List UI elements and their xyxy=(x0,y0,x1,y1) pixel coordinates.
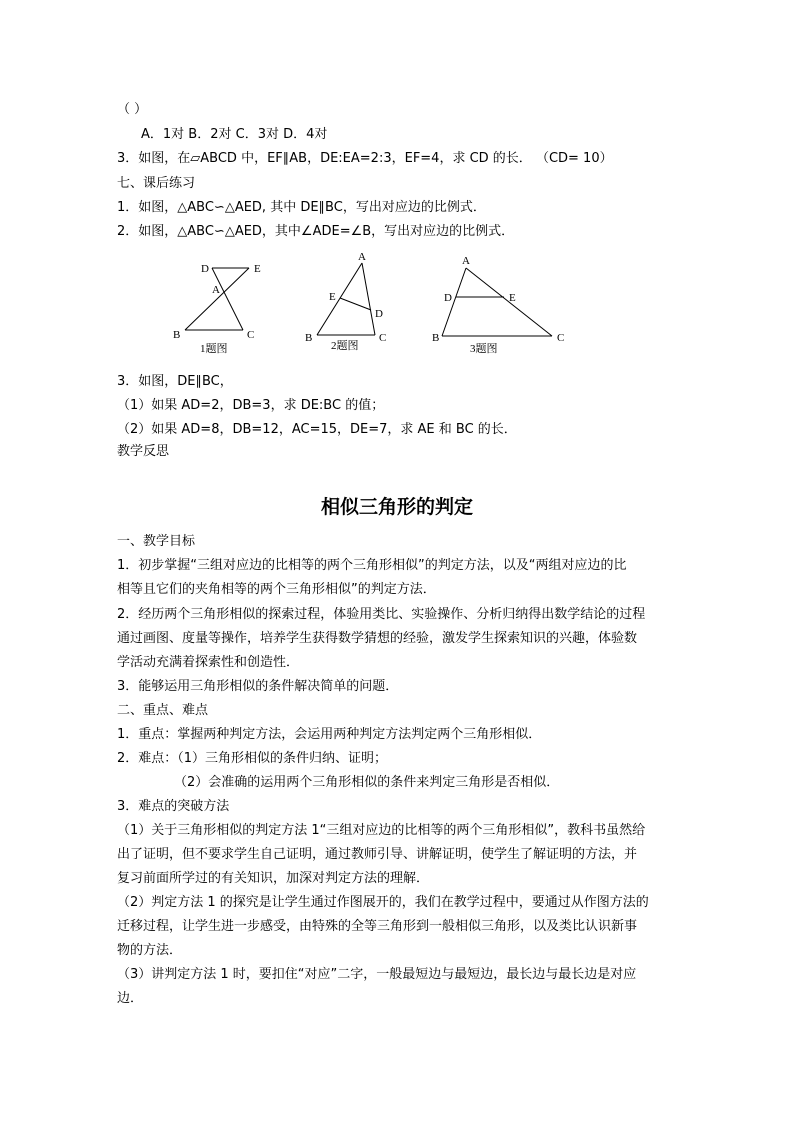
fig3-label-a: A xyxy=(462,255,470,267)
goal-2-line-3: 学活动充满着探索性和创造性． xyxy=(117,655,300,670)
fig1-label-e: E xyxy=(254,263,261,275)
figure-1 xyxy=(173,263,261,355)
fig2-label-c: C xyxy=(379,332,387,344)
fig3-label-e: E xyxy=(509,292,516,304)
goal-2-line-2: 通过画图、度量等操作，培养学生获得数学猜想的经验，激发学生探索知识的兴趣，体验数 xyxy=(117,631,638,646)
breakthrough-1-line-3: 复习前面所学过的有关知识，加深对判定方法的理解． xyxy=(117,871,430,886)
fig2-segment-ed xyxy=(340,298,371,310)
fig1-label-d: D xyxy=(201,263,209,275)
fig2-label-e: E xyxy=(329,291,336,303)
difficulty-2: （2）会准确的运用两个三角形相似的条件来判定三角形是否相似． xyxy=(174,775,560,790)
breakthrough-3-line-1: （3）讲判定方法 1 时，要扣住“对应”二字，一般最短边与最短边，最长边与最长边是对应 xyxy=(117,967,637,982)
fig1-label-a: A xyxy=(212,284,220,296)
fig1-label-c: C xyxy=(247,329,255,341)
goal-2-line-1: 2．经历两个三角形相似的探索过程，体验用类比、实验操作、分析归纳得出数学结论的过程 xyxy=(117,607,646,622)
exercise-3: 3．如图，DE∥BC， xyxy=(117,374,233,389)
fig3-label-c: C xyxy=(557,332,565,344)
fig3-caption: 3题图 xyxy=(470,343,498,355)
exercise-3-part-1: （1）如果 AD=2，DB=3，求 DE:BC 的值； xyxy=(117,398,385,413)
section-2-heading: 二、重点、难点 xyxy=(117,703,209,718)
breakthrough-2-line-2: 迁移过程，让学生进一步感受，由特殊的全等三角形到一般相似三角形，以及类比认识新事 xyxy=(117,919,638,934)
fig2-label-b: B xyxy=(305,332,313,344)
breakthrough-heading: 3．难点的突破方法 xyxy=(117,799,230,814)
teaching-reflection-heading: 教学反思 xyxy=(117,444,170,459)
page-title: 相似三角形的判定 xyxy=(320,496,473,518)
fig3-label-b: B xyxy=(432,332,440,344)
goal-1-line-1: 1．初步掌握“三组对应边的比相等的两个三角形相似”的判定方法，以及“两组对应边的比 xyxy=(117,558,627,573)
goal-1-line-2: 相等且它们的夹角相等的两个三角形相似”的判定方法． xyxy=(117,582,436,597)
answer-paren: （ ） xyxy=(117,102,148,117)
exercise-3-part-2: （2）如果 AD=8，DB=12，AC=15，DE=7，求 AE 和 BC 的长． xyxy=(117,422,517,437)
figure-3 xyxy=(432,255,564,355)
fig2-segment-ac xyxy=(362,263,375,335)
exercise-2: 2．如图，△ABC∽△AED，其中∠ADE=∠B，写出对应边的比例式． xyxy=(117,224,515,239)
fig1-caption: 1题图 xyxy=(200,343,228,355)
breakthrough-1-line-2: 出了证明，但不要求学生自己证明，通过教师引导、讲解证明，使学生了解证明的方法，并 xyxy=(117,847,638,862)
section-1-heading: 一、教学目标 xyxy=(117,534,196,549)
difficulty-1: 2．难点：（1）三角形相似的条件归纳、证明； xyxy=(117,751,388,766)
fig2-label-d: D xyxy=(375,308,383,320)
choice-options: A．1对 B．2对 C．3对 D．4对 xyxy=(141,127,328,142)
breakthrough-2-line-1: （2）判定方法 1 的探究是让学生通过作图展开的，我们在教学过程中，要通过从作图方法的 xyxy=(117,895,649,910)
breakthrough-2-line-3: 物的方法． xyxy=(117,943,183,958)
question-3-parallelogram: 3．如图，在▱ABCD 中，EF∥AB，DE:EA=2:3，EF=4，求 CD 的长． （CD= 10） xyxy=(117,151,613,166)
fig2-caption: 2题图 xyxy=(331,340,359,352)
goal-3: 3．能够运用三角形相似的条件解决简单的问题． xyxy=(117,679,399,694)
fig3-label-d: D xyxy=(444,292,452,304)
fig2-label-a: A xyxy=(358,251,366,263)
fig1-label-b: B xyxy=(173,329,181,341)
breakthrough-1-line-1: （1）关于三角形相似的判定方法 1“三组对应边的比相等的两个三角形相似”，教科书虽然给 xyxy=(117,823,646,838)
triangle-figures xyxy=(160,248,600,360)
section-7-heading: 七、课后练习 xyxy=(117,176,196,191)
exercise-1: 1．如图，△ABC∽△AED, 其中 DE∥BC，写出对应边的比例式． xyxy=(117,200,486,215)
key-point: 1．重点：掌握两种判定方法，会运用两种判定方法判定两个三角形相似． xyxy=(117,727,542,742)
breakthrough-3-line-2: 边． xyxy=(117,991,144,1006)
fig2-segment-ab xyxy=(317,263,362,335)
figure-2 xyxy=(305,251,386,352)
